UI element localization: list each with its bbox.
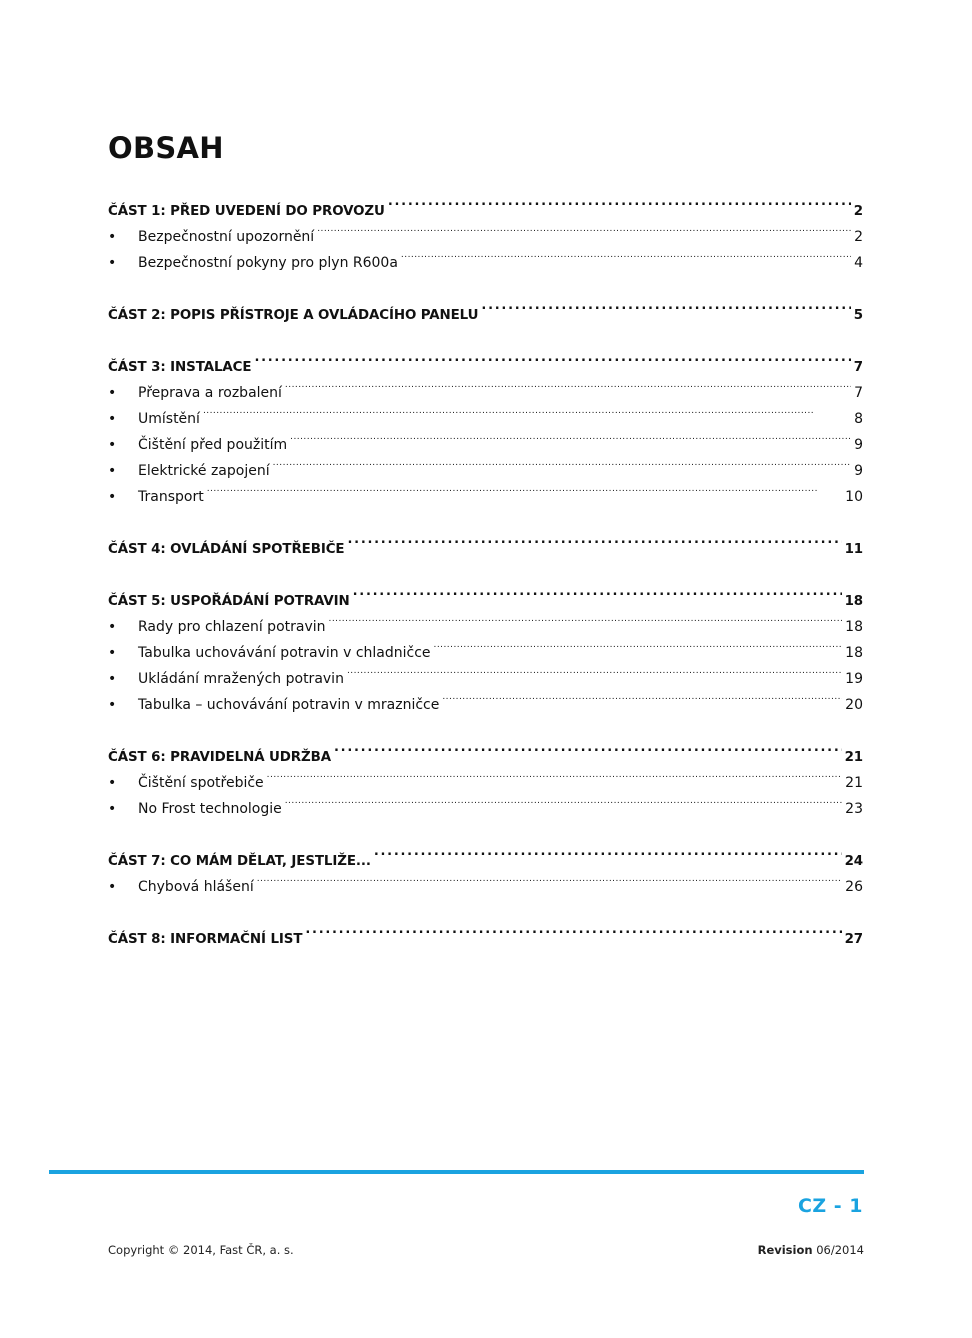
toc-item-label: Elektrické zapojení (138, 463, 270, 479)
toc-item-page: 18 (845, 619, 863, 635)
bullet-icon: • (108, 385, 117, 401)
toc-item-label: Transport (138, 489, 204, 505)
footer-divider (49, 1170, 864, 1174)
toc-item-page: 18 (845, 645, 863, 661)
toc-heading-page: 24 (844, 854, 863, 869)
toc-heading-page: 18 (844, 594, 863, 609)
toc-heading[interactable] (108, 527, 863, 557)
toc-item-label: Tabulka – uchovávání potravin v mrazničce (138, 697, 440, 713)
dot-leader (401, 241, 851, 267)
bullet-icon: • (108, 255, 117, 271)
dot-leader (374, 839, 842, 865)
bullet-icon: • (108, 697, 117, 713)
toc-heading-page: 5 (853, 308, 863, 323)
toc-heading[interactable] (108, 293, 863, 323)
dot-leader (203, 397, 851, 423)
toc-heading[interactable] (108, 917, 863, 947)
toc-item-label: Bezpečnostní upozornění (138, 229, 315, 245)
toc-heading-page: 11 (844, 542, 863, 557)
toc-item-page: 10 (845, 489, 863, 505)
bullet-icon: • (108, 411, 117, 427)
toc-section (108, 579, 863, 713)
dot-leader (305, 917, 841, 943)
page-number: CZ - 1 (797, 1195, 863, 1217)
toc-item-label: Bezpečnostní pokyny pro plyn R600a (138, 255, 398, 271)
toc-item-label: Ukládání mražených potravin (138, 671, 344, 687)
toc-heading-label: ČÁST 7: CO MÁM DĚLAT, JESTLIŽE... (108, 854, 371, 869)
bullet-icon: • (108, 645, 117, 661)
toc-item-page: 9 (854, 437, 863, 453)
dot-leader (273, 449, 851, 475)
bullet-icon: • (108, 671, 117, 687)
toc-section (108, 527, 863, 557)
toc-heading[interactable] (108, 189, 863, 219)
dot-leader (347, 657, 842, 683)
dot-leader (317, 215, 851, 241)
dot-leader (329, 605, 843, 631)
toc-heading-label: ČÁST 3: INSTALACE (108, 360, 252, 375)
toc-heading-page: 21 (844, 750, 863, 765)
dot-leader (481, 293, 850, 319)
toc-heading-page: 7 (853, 360, 863, 375)
dot-leader (347, 527, 841, 553)
toc-item-page: 8 (854, 411, 863, 427)
toc-item-page: 2 (854, 229, 863, 245)
bullet-icon: • (108, 489, 117, 505)
toc-heading[interactable] (108, 579, 863, 609)
dot-leader (434, 631, 843, 657)
toc-item-label: Umístění (138, 411, 200, 427)
toc-heading-label: ČÁST 2: POPIS PŘÍSTROJE A OVLÁDACÍHO PANELU (108, 308, 479, 323)
revision-date: 06/2014 (816, 1243, 864, 1257)
bullet-icon: • (108, 775, 117, 791)
toc-heading-label: ČÁST 6: PRAVIDELNÁ UDRŽBA (108, 750, 331, 765)
dot-leader (442, 683, 842, 709)
toc-heading-page: 2 (853, 204, 863, 219)
toc-heading[interactable] (108, 345, 863, 375)
dot-leader (254, 345, 850, 371)
dot-leader (285, 787, 842, 813)
dot-leader (353, 579, 842, 605)
toc-item-label: Tabulka uchovávání potravin v chladničce (138, 645, 431, 661)
toc-item[interactable] (108, 475, 863, 505)
page-title: OBSAH (108, 131, 224, 165)
toc-item[interactable] (108, 423, 863, 453)
toc-section (108, 293, 863, 323)
dot-leader (290, 423, 851, 449)
bullet-icon: • (108, 463, 117, 479)
toc-item-label: No Frost technologie (138, 801, 282, 817)
dot-leader (334, 735, 842, 761)
bullet-icon: • (108, 801, 117, 817)
toc-section (108, 735, 863, 817)
toc-heading[interactable] (108, 839, 863, 869)
bullet-icon: • (108, 437, 117, 453)
copyright-notice: Copyright © 2014, Fast ČR, a. s. (108, 1243, 294, 1257)
dot-leader (207, 475, 842, 501)
dot-leader (257, 865, 842, 891)
toc-item-page: 23 (845, 801, 863, 817)
toc-heading[interactable] (108, 735, 863, 765)
bullet-icon: • (108, 619, 117, 635)
toc-item-page: 20 (845, 697, 863, 713)
toc-section (108, 189, 863, 271)
toc-section (108, 917, 863, 947)
table-of-contents (108, 189, 863, 969)
toc-item-label: Čištění spotřebiče (138, 775, 264, 791)
revision-info (758, 1243, 864, 1257)
bullet-icon: • (108, 879, 117, 895)
toc-item-page: 7 (854, 385, 863, 401)
dot-leader (388, 189, 851, 215)
toc-section (108, 839, 863, 895)
toc-heading-label: ČÁST 1: PŘED UVEDENÍ DO PROVOZU (108, 204, 385, 219)
toc-item[interactable] (108, 397, 863, 427)
toc-item-page: 19 (845, 671, 863, 687)
dot-leader (285, 371, 851, 397)
toc-item-page: 9 (854, 463, 863, 479)
dot-leader (267, 761, 843, 787)
toc-heading-page: 27 (844, 932, 863, 947)
bullet-icon: • (108, 229, 117, 245)
toc-item-label: Přeprava a rozbalení (138, 385, 282, 401)
toc-section (108, 345, 863, 505)
toc-item-label: Chybová hlášení (138, 879, 254, 895)
toc-item-page: 21 (845, 775, 863, 791)
toc-heading-label: ČÁST 5: USPOŘÁDÁNÍ POTRAVIN (108, 594, 350, 609)
toc-heading-label: ČÁST 8: INFORMAČNÍ LIST (108, 932, 303, 947)
revision-label: Revision (757, 1243, 813, 1257)
toc-heading-label: ČÁST 4: OVLÁDÁNÍ SPOTŘEBIČE (108, 542, 345, 557)
toc-item-label: Čištění před použitím (138, 437, 288, 453)
toc-item-label: Rady pro chlazení potravin (138, 619, 326, 635)
toc-item-page: 4 (854, 255, 863, 271)
toc-item-page: 26 (845, 879, 863, 895)
